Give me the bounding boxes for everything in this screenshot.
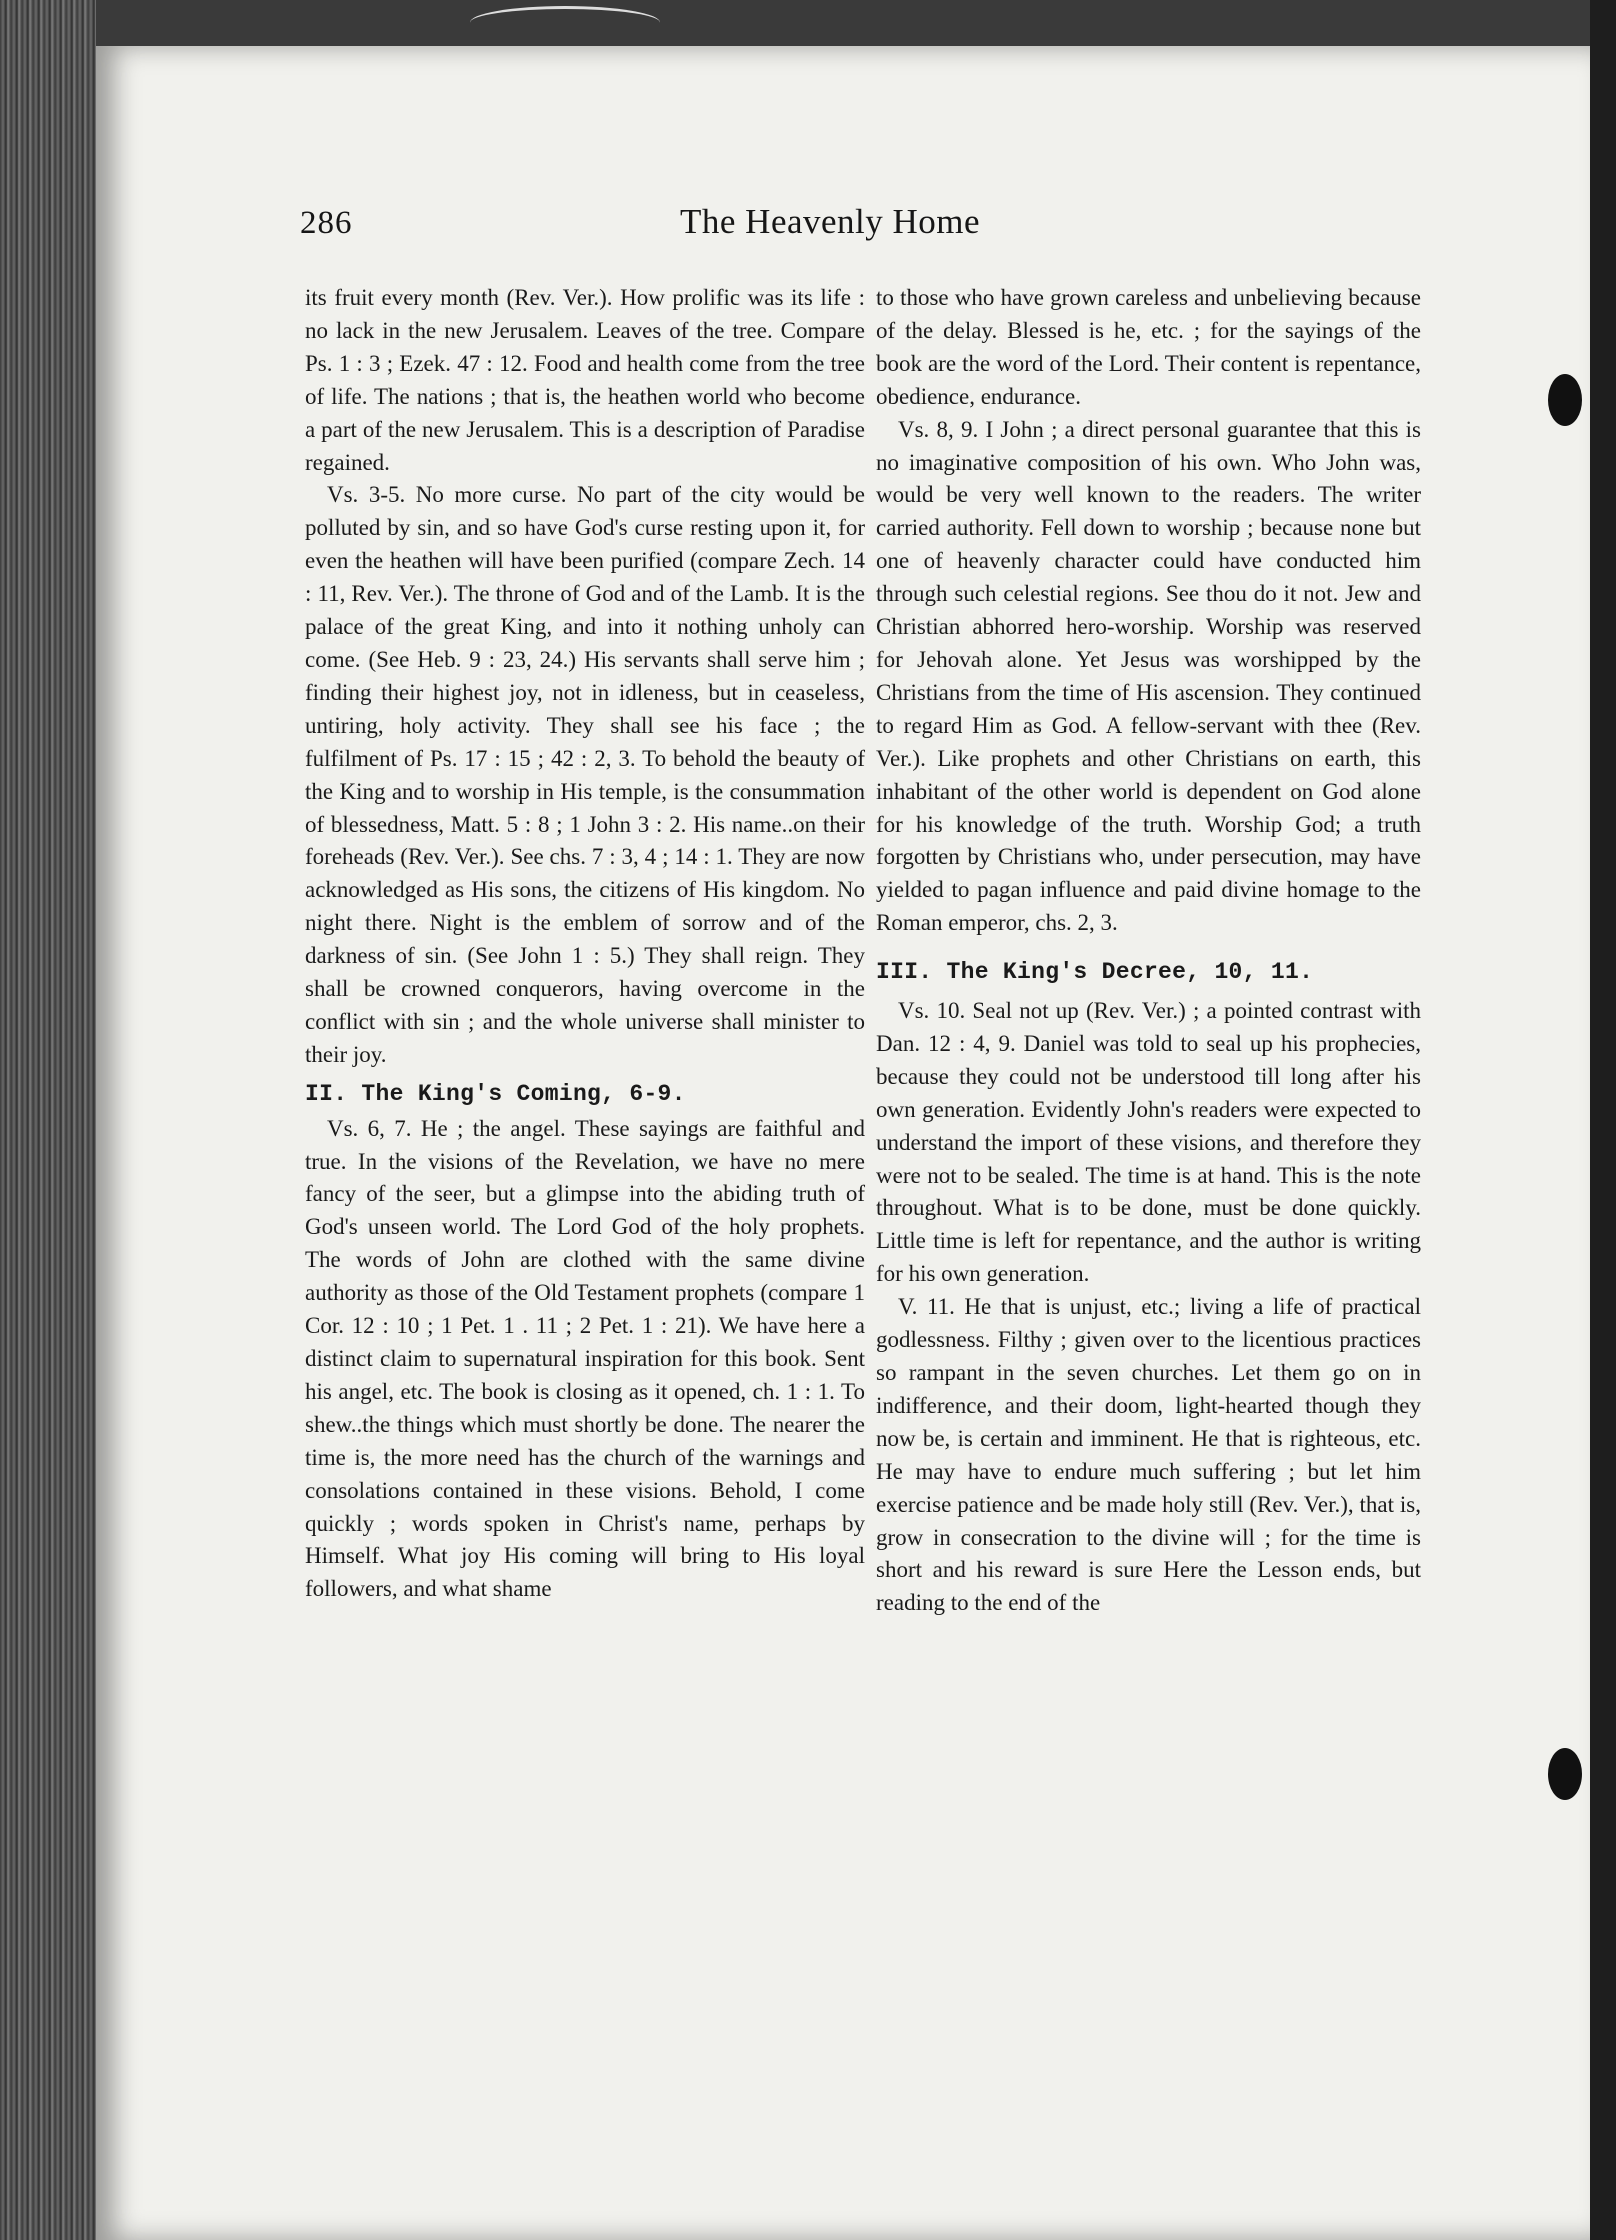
left-paragraph-2: Vs. 3-5. No more curse. No part of the city would be polluted by sin, and so have God's curse resting upon it, for even the heathen will have been purified (compare Zech. 14 : 11, Rev. Ver.). The throne of God and of the Lamb. It is the palace of the great King, and into it nothing unholy can come. (See Heb. 9 : 23, 24.) His servants shall serve him ; finding their highest joy, not in idleness, but in ceaseless, untiring, holy activity. They shall see his face ; the fulfilment of Ps. 17 : 15 ; 42 : 2, 3. To behold the beauty of the King and to worship in His temple, is the consummation of blessedness, Matt. 5 : 8 ; 1 John 3 : 2. His name..on their foreheads (Rev. Ver.). See chs. 7 : 3, 4 ; 14 : 1. They are now acknowledged as His sons, the citizens of His kingdom. No night there. Night is the emblem of sorrow and of the darkness of sin. (See John 1 : 5.) They shall reign. They shall be crowned conquerors, having overcome in the conflict with sin ; and the whole universe shall minister to their joy. (305, 482, 865, 1067)
right-paragraph-4: V. 11. He that is unjust, etc.; living a life of practical godlessness. Filthy ; given over to the licentious practices so rampant in the seven churches. Let them go on in indifference, and their doom, light-hearted though they now be, is certain and imminent. He that is righteous, etc. He may have to endure much suffering ; but let him exercise patience and be made holy still (Rev. Ver.), that is, grow in consecration to the divine will ; for the time is short and his reward is sure Here the Lesson ends, but reading to the end of the (876, 1294, 1421, 1616)
punch-hole-bottom (1548, 1748, 1582, 1800)
right-paragraph-3: Vs. 10. Seal not up (Rev. Ver.) ; a pointed contrast with Dan. 12 : 4, 9. Daniel was told to seal up his prophecies, because they could not be understood till long after his own generation. Evidently John's readers were expected to understand the import of these visions, and therefore they were not to be sealed. The time is at hand. This is the note throughout. What is to be done, must be done quickly. Little time is left for repentance, and the author is writing for his own generation. (876, 998, 1421, 1287)
scan-background-top (96, 0, 1616, 50)
left-column (305, 282, 865, 1606)
binding-thread (470, 6, 660, 39)
right-paragraph-1: to those who have grown careless and unbelieving because of the delay. Blessed is he, etc. ; for the sayings of the book are the word of the Lord. Their content is repentance, obedience, endurance. (876, 285, 1421, 409)
section-heading-kings-decree: III. The King's Decree, 10, 11. (876, 959, 1314, 986)
scan-background-right (1590, 0, 1616, 2240)
running-head: The Heavenly Home (680, 202, 981, 241)
right-column (876, 282, 1421, 1620)
punch-hole-top (1548, 374, 1582, 426)
right-paragraph-2: Vs. 8, 9. I John ; a direct personal guarantee that this is no imaginative composition of his own. Who John was, would be very well known to the readers. The writer carried authority. Fell down to worship ; because none but one of heavenly character could have conducted him through such celestial regions. See thou do it not. Jew and Christian abhorred hero-worship. Worship was reserved for Jehovah alone. Yet Jesus was worshipped by the Christians from the time of His ascension. They continued to regard Him as God. A fellow-servant with thee (Rev. Ver.). Like prophets and other Christians on earth, this inhabitant of the other world is dependent on God alone for his knowledge of the truth. Worship God; a truth forgotten by Christians who, under persecution, may have yielded to pagan influence and paid divine homage to the Roman emperor, chs. 2, 3. (876, 416, 1421, 936)
page-number: 286 (300, 205, 353, 241)
left-paragraph-1: its fruit every month (Rev. Ver.). How prolific was its life : no lack in the new Jerusalem. Leaves of the tree. Compare Ps. 1 : 3 ; Ezek. 47 : 12. Food and health come from the tree of life. The nations ; that is, the heathen world who become a part of the new Jerusalem. This is a description of Paradise regained. (305, 285, 865, 475)
left-paragraph-3: Vs. 6, 7. He ; the angel. These sayings are faithful and true. In the visions of the Revelation, we have no mere fancy of the seer, but a glimpse into the abiding truth of God's unseen world. The Lord God of the holy prophets. The words of John are clothed with the same divine authority as those of the Old Testament prophets (compare 1 Cor. 12 : 10 ; 1 Pet. 1 . 11 ; 2 Pet. 1 : 21). We have here a distinct claim to supernatural inspiration for this book. Sent his angel, etc. The book is closing as it opened, ch. 1 : 1. To shew..the things which must shortly be done. The nearer the time is, the more need has the church of the warnings and consolations contained in these visions. Behold, I come quickly ; words spoken in Christ's name, perhaps by Himself. What joy His coming will bring to His loyal followers, and what shame (305, 1115, 865, 1602)
section-heading-kings-coming: II. The King's Coming, 6-9. (305, 1080, 686, 1107)
book-page-edges (0, 0, 110, 2240)
